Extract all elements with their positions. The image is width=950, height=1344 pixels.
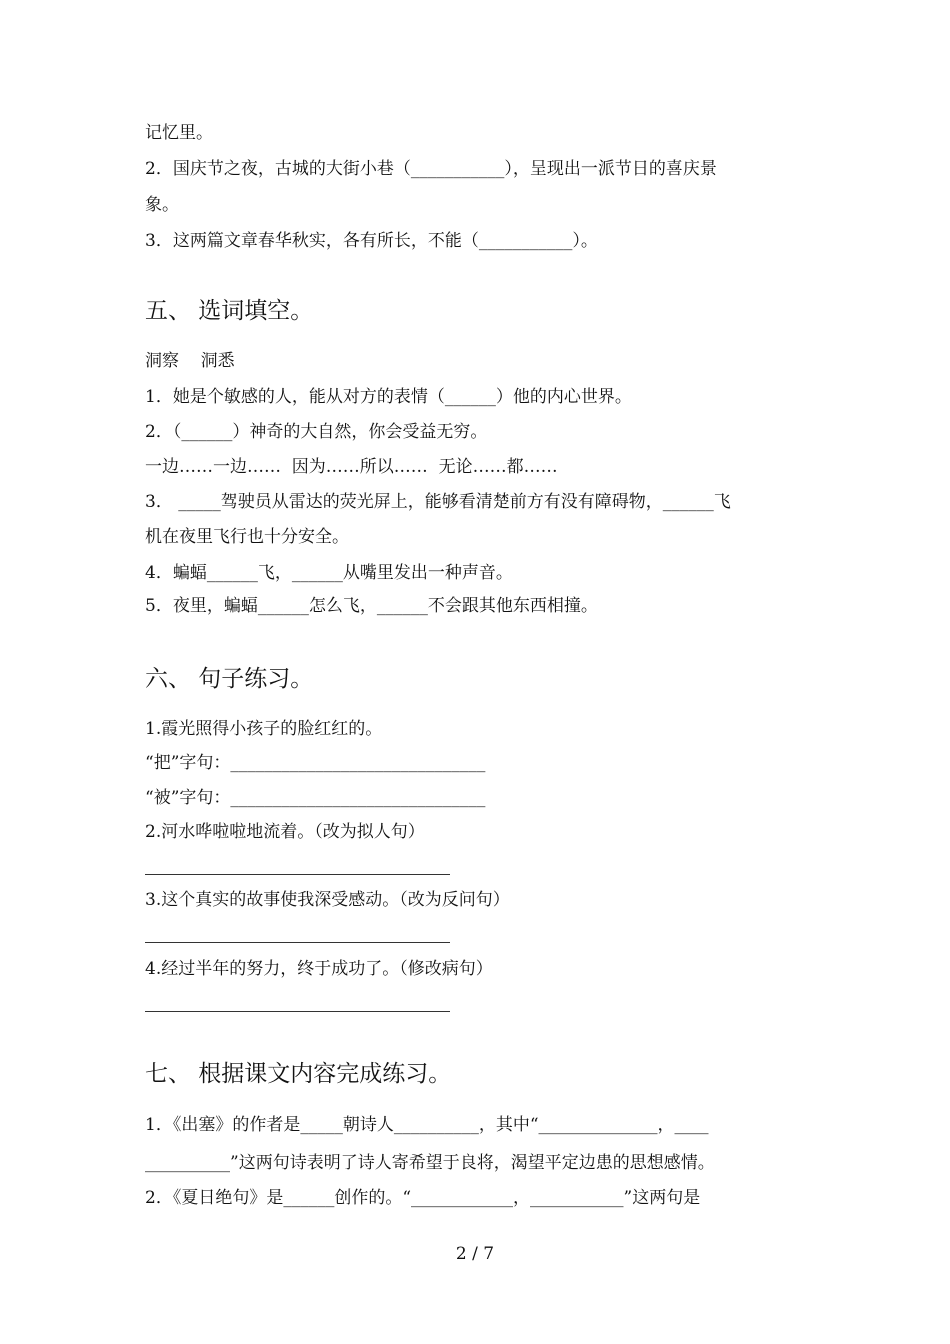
conjunction-choices: 一边……一边…… 因为……所以…… 无论……都…… [145,457,558,477]
answer-line [145,942,450,943]
question-4-3: 3．这两篇文章春华秋实，各有所长，不能（___________）。 [145,231,598,251]
question-6-3: 3.这个真实的故事使我深受感动。（改为反问句） [145,890,510,910]
answer-line [145,1011,450,1012]
question-5-1: 1．她是个敏感的人，能从对方的表情（______）他的内心世界。 [145,387,632,407]
question-5-2: 2．（______）神奇的大自然，你会受益无穷。 [145,422,488,442]
question-5-4: 4．蝙蝠______飞，______从嘴里发出一种声音。 [145,563,513,583]
question-5-5: 5．夜里，蝙蝠______怎么飞，______不会跟其他东西相撞。 [145,596,598,616]
text-line: __________”这两句诗表明了诗人寄希望于良将，渴望平定边患的思想感情。 [145,1153,715,1173]
text-line: 象。 [145,195,179,215]
question-6-4: 4.经过半年的努力，终于成功了。（修改病句） [145,959,493,979]
text-line: 记忆里。 [145,123,213,143]
section-heading-5: 五、 选词填空。 [145,298,314,324]
text-line: 机在夜里飞行也十分安全。 [145,527,349,547]
page-number: 2 / 7 [455,1244,495,1264]
question-4-2: 2．国庆节之夜，古城的大街小巷（___________），呈现出一派节日的喜庆景 [145,159,717,179]
section-heading-6: 六、 句子练习。 [145,666,314,692]
question-6-1: 1.霞光照得小孩子的脸红红的。 [145,719,383,739]
section-heading-7: 七、 根据课文内容完成练习。 [145,1061,452,1087]
question-7-1: 1．《出塞》的作者是_____朝诗人__________，其中“______________，____ [145,1115,709,1135]
question-6-2: 2.河水哗啦啦地流着。（改为拟人句） [145,822,425,842]
answer-line [145,874,450,875]
ba-sentence-line: “把”字句：______________________________ [145,753,486,773]
question-5-3: 3． _____驾驶员从雷达的荧光屏上，能够看清楚前方有没有障碍物，______飞 [145,492,731,512]
word-choices: 洞察 洞悉 [145,351,235,371]
question-7-2: 2．《夏日绝句》是______创作的。“____________，___________”这两句是 [145,1188,701,1208]
bei-sentence-line: “被”字句：______________________________ [145,788,486,808]
